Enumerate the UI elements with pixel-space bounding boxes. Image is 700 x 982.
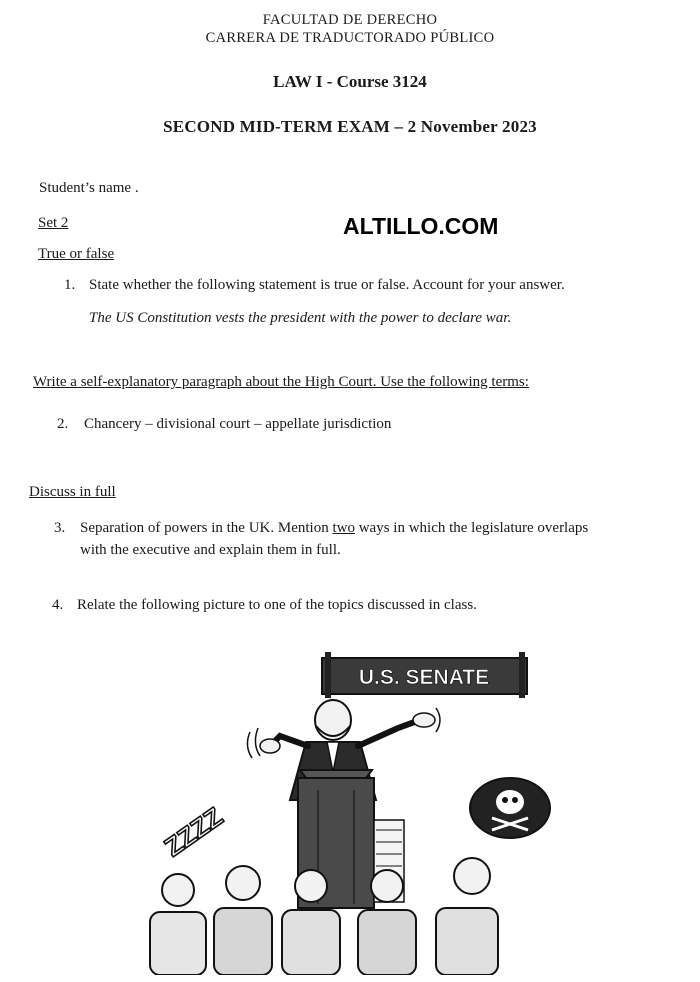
senate-banner-text: U.S. SENATE (358, 666, 490, 689)
skull-cloud-icon (470, 778, 550, 838)
audience-member (436, 858, 498, 975)
faculty-heading: FACULTAD DE DERECHO (262, 12, 438, 28)
section-high-court-title: Write a self-explanatory paragraph about the High Court. Use the following terms: (33, 374, 529, 390)
watermark: ALTILLO.COM (343, 213, 499, 239)
audience-member (214, 866, 272, 975)
item-3-text-end: ways in which the legislature overlaps (354, 520, 589, 536)
senate-cartoon (140, 650, 560, 975)
exam-title: SECOND MID-TERM EXAM – 2 November 2023 (163, 117, 537, 136)
course-heading: LAW I - Course 3124 (273, 72, 427, 91)
student-name-label: Student’s name . (39, 180, 139, 196)
career-heading: CARRERA DE TRADUCTORADO PÚBLICO (205, 30, 495, 46)
item-2-number: 2. (57, 416, 69, 432)
item-1-statement: The US Constitution vests the president with the power to declare war. (89, 310, 512, 326)
senate-banner (322, 652, 527, 698)
item-4-number: 4. (52, 597, 64, 613)
item-3-text (80, 520, 588, 537)
item-1-text: State whether the following statement is true or false. Account for your answer. (89, 277, 565, 293)
set-label: Set 2 (38, 215, 69, 231)
item-3-emphasis: two (332, 520, 355, 536)
item-1-number: 1. (64, 277, 76, 293)
item-3-text-start: Separation of powers in the UK. Mention (80, 520, 333, 536)
section-true-false-title: True or false (38, 246, 115, 262)
item-2-text: Chancery – divisional court – appellate jurisdiction (84, 416, 392, 432)
item-4-text: Relate the following picture to one of the topics discussed in class. (77, 597, 477, 613)
item-3-text-line2: with the executive and explain them in full. (80, 542, 341, 558)
audience (150, 858, 498, 975)
item-3-number: 3. (54, 520, 66, 536)
section-discuss-title: Discuss in full (29, 484, 116, 500)
audience-member (150, 874, 206, 975)
sleep-zzz: ZZZZ (158, 801, 229, 863)
